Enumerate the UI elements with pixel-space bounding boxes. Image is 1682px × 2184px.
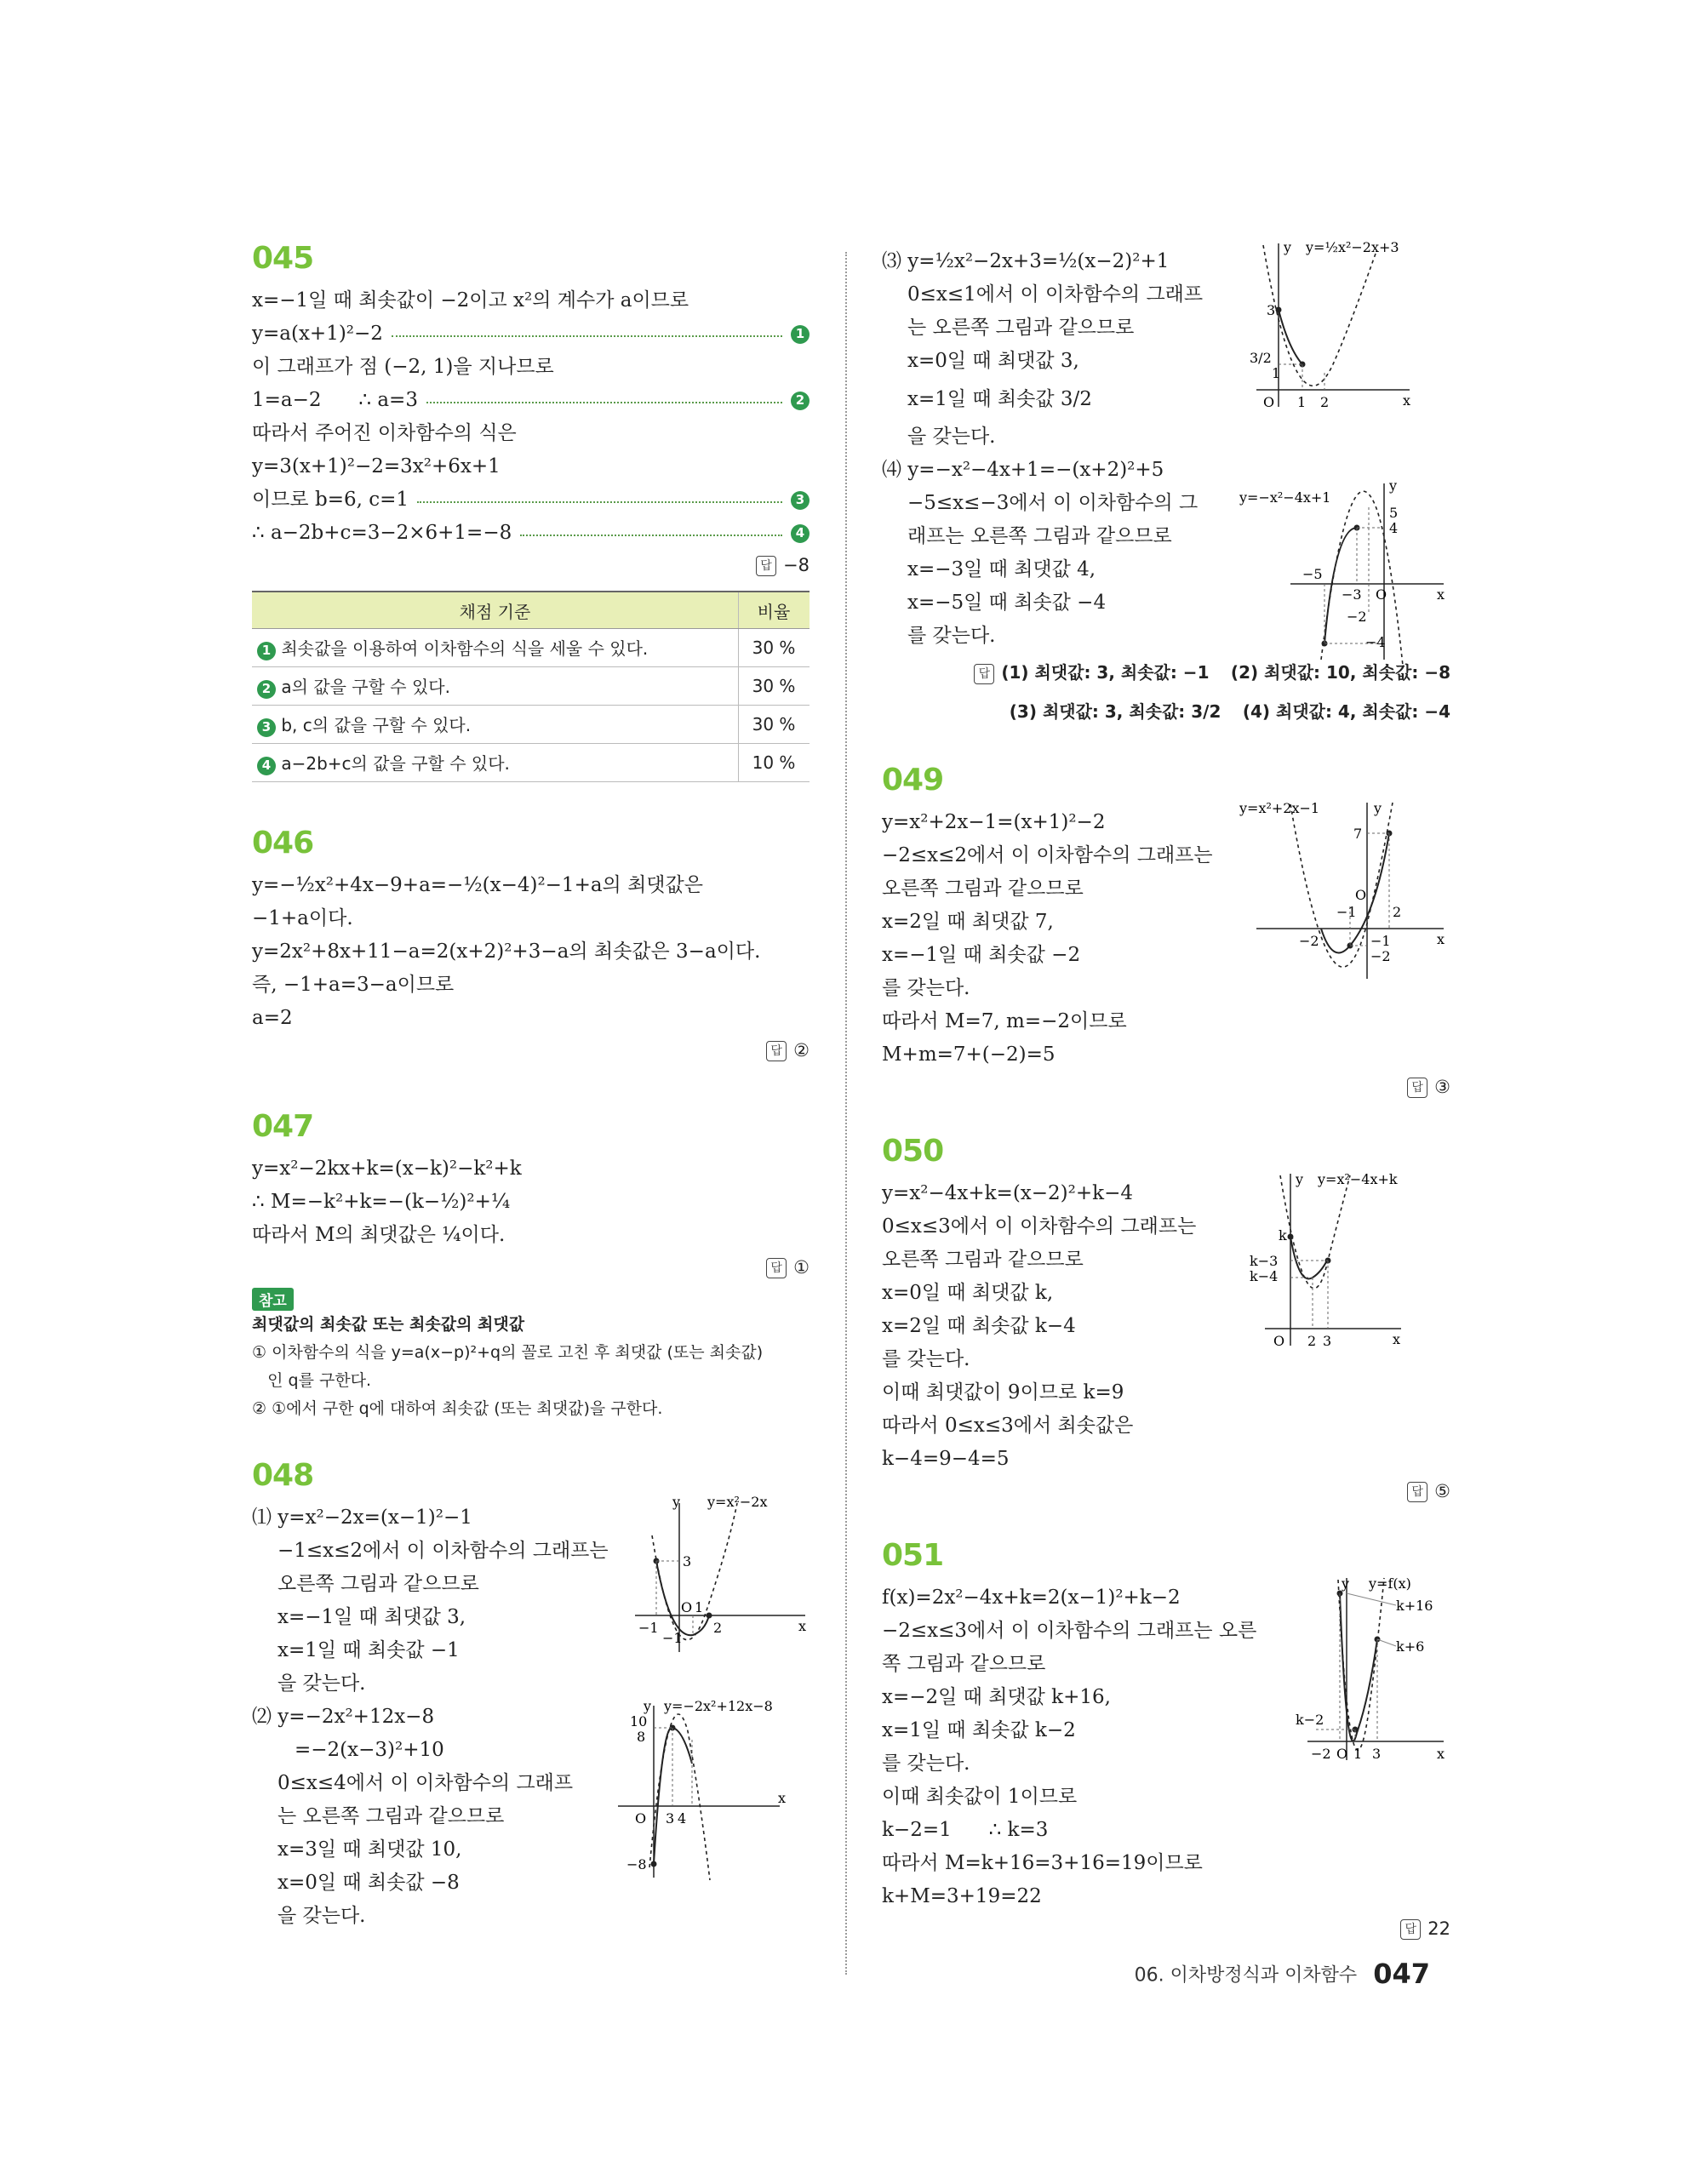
tick-label: k−3 (1250, 1253, 1279, 1269)
axis-x-label: x (1393, 1331, 1401, 1347)
solution-line: ⑷ y=−x²−4x+1=−(x+2)²+5 (882, 459, 1164, 481)
axis-x-label: x (1403, 392, 1411, 409)
tick-label: k−4 (1250, 1268, 1279, 1284)
solution-line: y=x²−4x+k=(x−2)²+k−4 (882, 1182, 1133, 1204)
solution-line: y=3(x+1)²−2=3x²+6x+1 (252, 455, 501, 477)
solution-line: −5≤x≤−3에서 이 이차함수의 그 (907, 492, 1199, 514)
origin-label: O (681, 1599, 693, 1615)
answer-mark: 답 (1407, 1078, 1427, 1098)
chapter-title: 06. 이차방정식과 이차함수 (1134, 1964, 1358, 1987)
tick-label: 3 (1267, 302, 1276, 318)
axis-y-label: y (672, 1495, 681, 1510)
solution-line: 오른쪽 그림과 같으므로 (277, 1573, 479, 1595)
right-column (882, 239, 1450, 1944)
origin-label: O (1376, 586, 1387, 603)
solution-line: 을 갖는다. (277, 1672, 366, 1695)
solution-line: 즉, −1+a=3−a이므로 (252, 974, 455, 996)
note-line: ① 이차함수의 식을 y=a(x−p)²+q의 꼴로 고친 후 최댓값 (또는 최솟값) (252, 1343, 764, 1362)
tick-label: 4 (1389, 520, 1399, 536)
solution-line: k−2=1 ∴ k=3 (882, 1819, 1049, 1841)
origin-label: O (1273, 1333, 1285, 1349)
origin-label: O (1336, 1746, 1348, 1762)
answer-mark: 답 (766, 1041, 787, 1061)
solution-line: y=a(x+1)²−2 1 (252, 317, 810, 351)
solution-line: −1≤x≤2에서 이 이차함수의 그래프는 (277, 1540, 609, 1562)
solution-line: 을 갖는다. (907, 426, 996, 448)
solution-line: 이때 최솟값이 1이므로 (882, 1786, 1078, 1808)
solution-line: y=−½x²+4x−9+a=−½(x−4)²−1+a의 최댓값은 (252, 874, 703, 896)
answer: 답 (1) 최댓값: 3, 최솟값: −1 (2) 최댓값: 10, 최솟값: −8 (882, 653, 1450, 692)
tick-label: k+16 (1396, 1598, 1433, 1614)
solution-line: 는 오른쪽 그림과 같으므로 (277, 1805, 505, 1827)
solution-line: ⑶ y=½x²−2x+3=½(x−2)²+1 (882, 250, 1170, 272)
solution-line: 는 오른쪽 그림과 같으므로 (907, 317, 1135, 339)
solution-line: 1=a−2 ∴ a=3 2 (252, 384, 810, 417)
tick-label: 10 (630, 1713, 648, 1729)
graph-048-1 (626, 1495, 814, 1656)
problem-048 (252, 1457, 810, 1933)
solution-line: −2≤x≤2에서 이 이차함수의 그래프는 (882, 844, 1213, 866)
origin-label: O (1263, 394, 1275, 410)
answer-mark: 답 (766, 1258, 787, 1278)
tick-label: 3 (666, 1810, 675, 1827)
tick-label: −8 (626, 1856, 647, 1872)
problem-number: 049 (882, 763, 944, 798)
tick-label: 1 (695, 1599, 704, 1615)
tick-label: −1 (1370, 933, 1391, 949)
page-number: 047 (1373, 1958, 1430, 1990)
column-divider (845, 252, 847, 1975)
solution-line: −1+a이다. (252, 907, 353, 929)
problem-number: 048 (252, 1458, 314, 1493)
solution-line: k+M=3+19=22 (882, 1885, 1042, 1907)
solution-line: −2≤x≤3에서 이 이차함수의 그래프는 오른 (882, 1620, 1257, 1642)
problem-046 (252, 825, 810, 1066)
curve-label: y=½x²−2x+3 (1306, 239, 1399, 255)
tick-label: −4 (1365, 634, 1386, 650)
note-box (252, 1288, 810, 1423)
solution-line: =−2(x−3)²+10 (295, 1739, 444, 1761)
step-marker: 3 (791, 491, 810, 510)
solution-line: x=−5일 때 최솟값 −4 (907, 592, 1107, 614)
tick-label: −2 (1347, 609, 1367, 625)
solution-line: x=3일 때 최댓값 10, (277, 1838, 462, 1861)
solution-line: x=2일 때 최솟값 k−4 (882, 1315, 1076, 1337)
tick-label: k (1279, 1227, 1287, 1244)
solution-line: y=x²+2x−1=(x+1)²−2 (882, 811, 1106, 833)
solution-line: M+m=7+(−2)=5 (882, 1043, 1056, 1066)
step-marker: 1 (791, 325, 810, 344)
origin-label: O (635, 1810, 647, 1827)
tick-label: 2 (713, 1620, 723, 1636)
solution-line: x=−1일 때 최솟값이 −2이고 x²의 계수가 a이므로 (252, 289, 689, 312)
tick-label: −1 (1336, 904, 1357, 920)
solution-line: x=−3일 때 최댓값 4, (907, 558, 1096, 580)
table-header: 채점 기준 (252, 592, 739, 629)
solution-line: 따라서 M=k+16=3+16=19이므로 (882, 1852, 1203, 1874)
answer-mark: 답 (1400, 1919, 1421, 1940)
left-column (252, 240, 810, 1933)
solution-line: 쪽 그림과 같으므로 (882, 1653, 1046, 1675)
axis-y-label: y (1296, 1171, 1304, 1187)
solution-line: ∴ a−2b+c=3−2×6+1=−8 4 (252, 517, 810, 550)
solution-line: x=2일 때 최댓값 7, (882, 911, 1054, 933)
axis-x-label: x (1437, 586, 1445, 603)
tick-label: −2 (1311, 1746, 1331, 1762)
problem-number: 046 (252, 826, 314, 860)
grading-table (252, 591, 810, 782)
axis-y-label: y (1389, 477, 1398, 494)
answer: 답 ① (252, 1252, 810, 1283)
curve-label: y=−2x²+12x−8 (664, 1698, 773, 1714)
solution-line: 를 갖는다. (882, 1752, 970, 1775)
problem-049 (882, 762, 1450, 1102)
solution-line: 이때 최댓값이 9이므로 k=9 (882, 1381, 1124, 1404)
solution-line: ⑵ y=−2x²+12x−8 (252, 1706, 435, 1728)
answer: 답 ② (252, 1035, 810, 1066)
problem-045 (252, 240, 810, 782)
note-title: 최댓값의 최솟값 또는 최솟값의 최댓값 (252, 1315, 525, 1334)
tick-label: −1 (638, 1620, 659, 1636)
table-row: 4 a−2b+c의 값을 구할 수 있다. 10 % (252, 744, 810, 782)
solution-line: x=0일 때 최댓값 3, (907, 350, 1079, 372)
problem-number: 045 (252, 241, 314, 276)
solution-line: k−4=9−4=5 (882, 1448, 1010, 1470)
graph-049 (1239, 796, 1450, 983)
solution-line: 를 갖는다. (882, 1348, 970, 1370)
solution-line: x=0일 때 최댓값 k, (882, 1282, 1054, 1304)
solution-line: ⑴ y=x²−2x=(x−1)²−1 (252, 1507, 472, 1529)
tick-label: −2 (1299, 933, 1319, 949)
answer: 답 −8 (252, 550, 810, 580)
problem-050 (882, 1133, 1450, 1507)
solution-line: 따라서 주어진 이차함수의 식은 (252, 422, 517, 444)
solution-line: 0≤x≤4에서 이 이차함수의 그래프 (277, 1772, 574, 1794)
answer: (3) 최댓값: 3, 최솟값: 3/2 (4) 최댓값: 4, 최솟값: −4 (1009, 701, 1450, 722)
curve-label: y=−x²−4x+1 (1239, 489, 1331, 506)
answer: 답 22 (882, 1913, 1450, 1944)
axis-y-label: y (644, 1698, 652, 1714)
tick-label: 3 (1372, 1746, 1382, 1762)
solution-line: a=2 (252, 1007, 293, 1029)
solution-line: x=−1일 때 최댓값 3, (277, 1606, 466, 1628)
solution-line: 이므로 b=6, c=1 3 (252, 483, 810, 517)
axis-x-label: x (1437, 931, 1445, 947)
solution-line: x=1일 때 최솟값 k−2 (882, 1719, 1076, 1741)
axis-x-label: x (798, 1618, 807, 1634)
step-marker: 2 (791, 392, 810, 410)
graph-048-4 (1239, 477, 1450, 672)
solution-line: x=1일 때 최솟값 3/2 (907, 388, 1092, 410)
tick-label: 3 (1323, 1333, 1332, 1349)
solution-line: 0≤x≤1에서 이 이차함수의 그래프 (907, 283, 1204, 306)
answer-mark: 답 (1407, 1482, 1427, 1502)
note-tag: 참고 (252, 1288, 294, 1311)
tick-label: 2 (1393, 904, 1402, 920)
problem-number: 051 (882, 1538, 944, 1573)
solution-line: x=−2일 때 최댓값 k+16, (882, 1686, 1111, 1708)
solution-line: x=0일 때 최솟값 −8 (277, 1872, 460, 1894)
curve-label: y=x²+2x−1 (1239, 800, 1320, 816)
tick-label: 2 (1307, 1333, 1317, 1349)
solution-line: 를 갖는다. (882, 977, 970, 999)
note-line: ② ①에서 구한 q에 대하여 최솟값 (또는 최댓값)을 구한다. (252, 1399, 663, 1418)
step-marker: 4 (791, 524, 810, 543)
solution-line: 오른쪽 그림과 같으므로 (882, 878, 1084, 900)
solution-line: x=1일 때 최솟값 −1 (277, 1639, 460, 1661)
solution-line: 래프는 오른쪽 그림과 같으므로 (907, 525, 1172, 547)
tick-label: −5 (1302, 566, 1323, 582)
answer: 답 ③ (882, 1072, 1450, 1102)
solution-line: f(x)=2x²−4x+k=2(x−1)²+k−2 (882, 1587, 1181, 1609)
tick-label: −2 (1370, 948, 1391, 964)
tick-label: 7 (1353, 826, 1363, 842)
tick-label: −3 (1342, 586, 1362, 603)
tick-label: 5 (1389, 505, 1399, 521)
tick-label: 8 (637, 1729, 646, 1745)
answer-mark: 답 (756, 556, 776, 576)
note-line: 인 q를 구한다. (252, 1371, 372, 1390)
tick-label: k+6 (1396, 1638, 1425, 1655)
solution-line: 따라서 M=7, m=−2이므로 (882, 1010, 1127, 1032)
graph-051 (1290, 1571, 1450, 1775)
problem-048-continued (882, 239, 1450, 731)
solution-line: 이 그래프가 점 (−2, 1)을 지나므로 (252, 356, 554, 378)
solution-line: 를 갖는다. (907, 625, 996, 647)
table-header: 비율 (739, 592, 810, 629)
answer-mark: 답 (974, 664, 994, 684)
curve-label: y=x²−4x+k (1318, 1171, 1398, 1187)
graph-048-2 (609, 1697, 814, 1884)
graph-050 (1248, 1167, 1450, 1354)
solution-line: 따라서 M의 최댓값은 ¼이다. (252, 1224, 506, 1246)
axis-x-label: x (1437, 1746, 1445, 1762)
tick-label: 2 (1320, 394, 1330, 410)
tick-label: 3 (683, 1553, 692, 1569)
graph-048-3 (1248, 237, 1450, 415)
page-footer (1135, 1958, 1430, 1990)
answer: 답 ⑤ (882, 1476, 1450, 1507)
table-row: 2 a의 값을 구할 수 있다. 30 % (252, 667, 810, 706)
axis-y-label: y (1374, 800, 1382, 816)
table-row: 1 최솟값을 이용하여 이차함수의 식을 세울 수 있다. 30 % (252, 629, 810, 667)
problem-051 (882, 1537, 1450, 1944)
curve-label: y=x²−2x (707, 1495, 768, 1510)
origin-label: O (1355, 887, 1367, 903)
problem-047 (252, 1108, 810, 1423)
tick-label: 1 (1353, 1746, 1363, 1762)
solution-line: 오른쪽 그림과 같으므로 (882, 1249, 1084, 1271)
solution-line: 을 갖는다. (277, 1905, 366, 1927)
solution-line: x=−1일 때 최솟값 −2 (882, 944, 1081, 966)
tick-label: 1 (1297, 394, 1307, 410)
solution-line: y=x²−2kx+k=(x−k)²−k²+k (252, 1158, 522, 1180)
tick-label: 4 (678, 1810, 687, 1827)
tick-label: k−2 (1296, 1712, 1324, 1728)
tick-label: −1 (662, 1630, 683, 1646)
tick-label: 3/2 (1250, 350, 1272, 366)
axis-x-label: x (778, 1790, 787, 1806)
solution-line: y=2x²+8x+11−a=2(x+2)²+3−a의 최솟값은 3−a이다. (252, 940, 761, 963)
problem-number: 047 (252, 1109, 314, 1144)
solution-line: ∴ M=−k²+k=−(k−½)²+¼ (252, 1191, 511, 1213)
solution-line: 따라서 0≤x≤3에서 최솟값은 (882, 1415, 1134, 1437)
axis-y-label: y (1284, 239, 1292, 255)
curve-label: y=f(x) (1369, 1575, 1411, 1592)
axis-y-label: y (1342, 1575, 1350, 1592)
problem-number: 050 (882, 1134, 944, 1169)
table-row: 3 b, c의 값을 구할 수 있다. 30 % (252, 706, 810, 744)
solution-line: 0≤x≤3에서 이 이차함수의 그래프는 (882, 1215, 1197, 1238)
tick-label: 1 (1272, 365, 1281, 381)
